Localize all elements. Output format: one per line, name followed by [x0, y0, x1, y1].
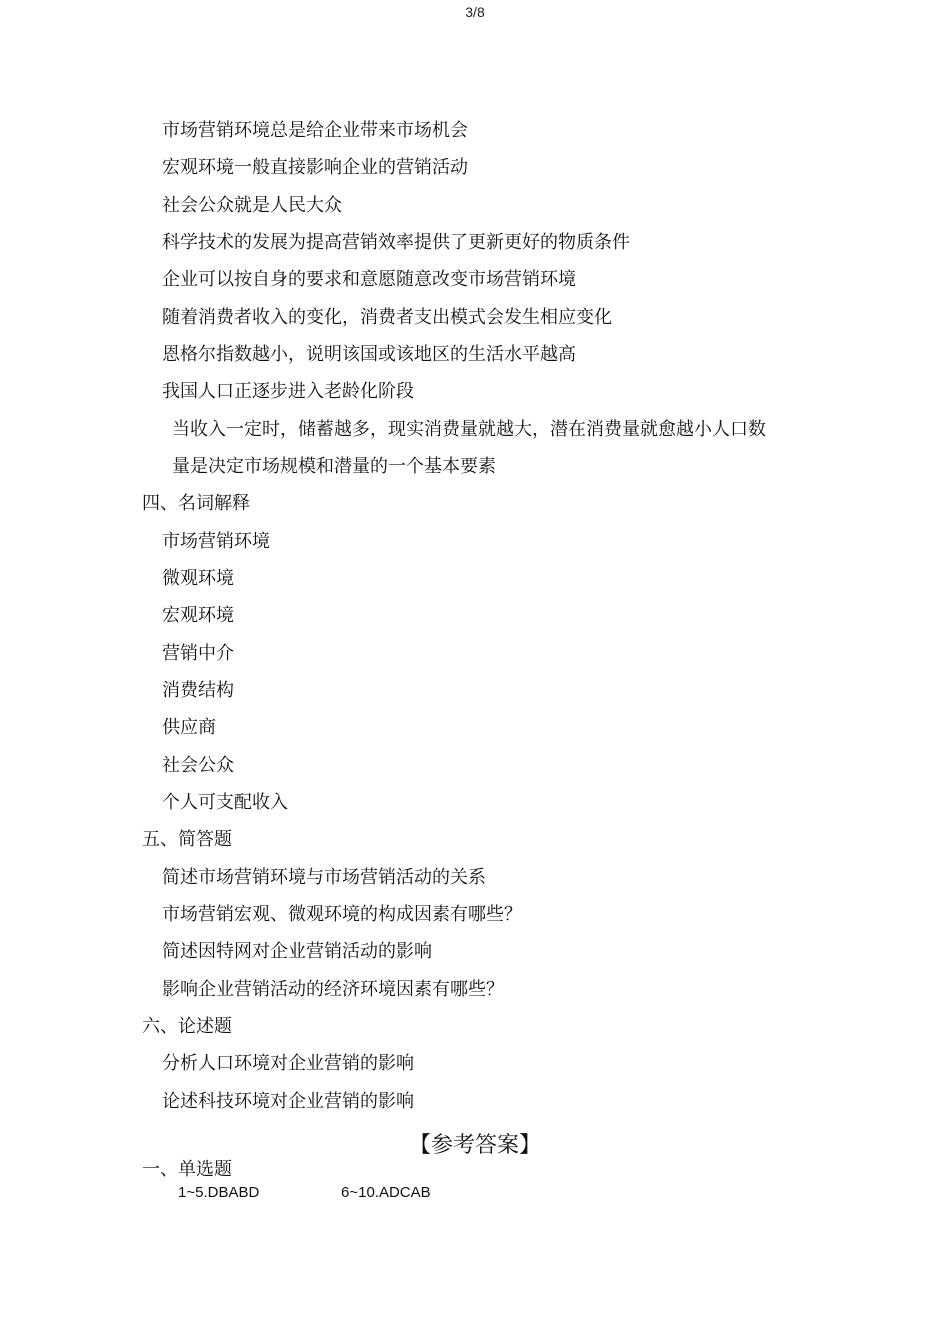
judgment-item: 恩格尔指数越小，说明该国或该地区的生活水平越高: [162, 344, 576, 365]
answer-group: 1~5.DBABD: [178, 1184, 260, 1201]
judgment-item: 当收入一定时，储蓄越多，现实消费量就越大，潜在消费量就愈越小人口数: [172, 419, 766, 440]
term-item: 宏观环境: [162, 605, 234, 626]
answer-section-heading: 一、单选题: [142, 1159, 232, 1180]
answer-group: 6~10.ADCAB: [341, 1184, 431, 1201]
question-item: 影响企业营销活动的经济环境因素有哪些？: [162, 979, 504, 1000]
section-heading: 四、名词解释: [142, 493, 250, 514]
term-item: 市场营销环境: [162, 531, 270, 552]
judgment-item: 宏观环境一般直接影响企业的营销活动: [162, 157, 468, 178]
term-item: 社会公众: [162, 755, 234, 776]
term-item: 供应商: [162, 717, 216, 738]
term-item: 微观环境: [162, 568, 234, 589]
section-heading: 六、论述题: [142, 1016, 232, 1037]
essay-item: 论述科技环境对企业营销的影响: [162, 1091, 414, 1112]
judgment-item: 随着消费者收入的变化，消费者支出模式会发生相应变化: [162, 307, 612, 328]
term-item: 个人可支配收入: [162, 792, 288, 813]
judgment-item: 科学技术的发展为提高营销效率提供了更新更好的物质条件: [162, 232, 630, 253]
question-item: 简述市场营销环境与市场营销活动的关系: [162, 867, 486, 888]
question-item: 简述因特网对企业营销活动的影响: [162, 941, 432, 962]
question-item: 市场营销宏观、微观环境的构成因素有哪些？: [162, 904, 522, 925]
judgment-item: 我国人口正逐步进入老龄化阶段: [162, 381, 414, 402]
essay-item: 分析人口环境对企业营销的影响: [162, 1053, 414, 1074]
judgment-item: 企业可以按自身的要求和意愿随意改变市场营销环境: [162, 269, 576, 290]
section-heading: 五、简答题: [142, 829, 232, 850]
judgment-item: 社会公众就是人民大众: [162, 195, 342, 216]
answer-title: 【参考答案】: [408, 1133, 541, 1158]
page-number: 3/8: [465, 4, 485, 20]
judgment-item: 量是决定市场规模和潜量的一个基本要素: [172, 456, 496, 477]
judgment-item: 市场营销环境总是给企业带来市场机会: [162, 120, 468, 141]
term-item: 营销中介: [162, 643, 234, 664]
term-item: 消费结构: [162, 680, 234, 701]
